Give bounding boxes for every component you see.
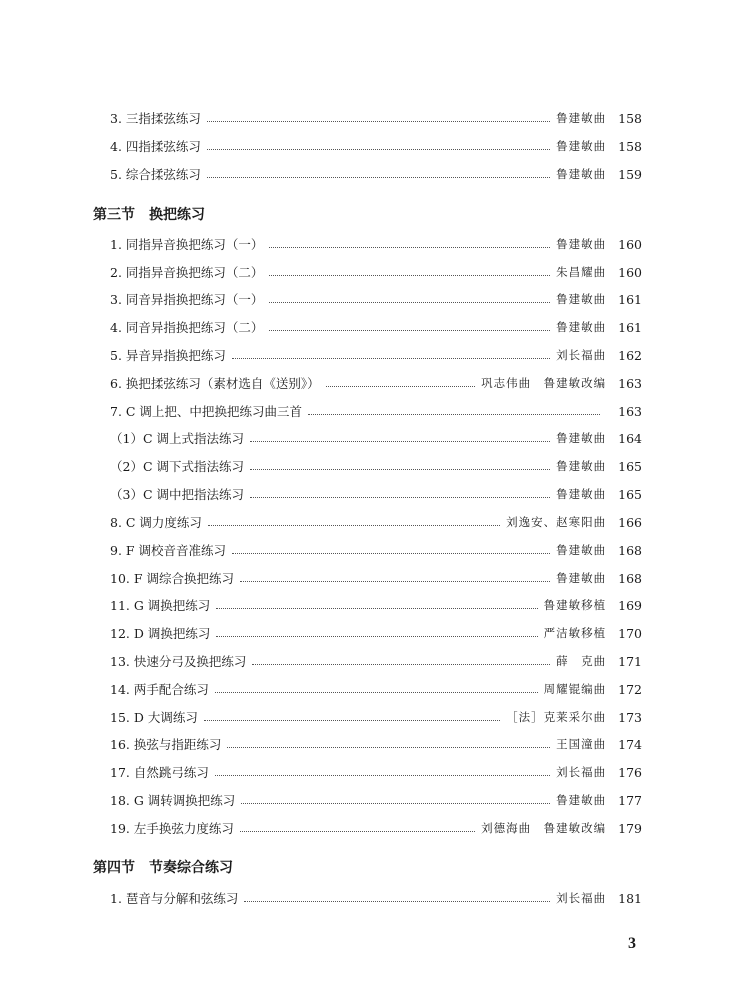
entry-title: 5. 异音异指换把练习 bbox=[110, 348, 226, 363]
entry-author: 鲁建敏曲 bbox=[556, 487, 607, 501]
entry-page: 164 bbox=[618, 430, 642, 446]
entry-title: 10. F 调综合换把练习 bbox=[110, 571, 234, 586]
entry-page: 181 bbox=[618, 890, 642, 906]
toc-entry[interactable] bbox=[110, 484, 642, 504]
entry-page: 171 bbox=[618, 653, 642, 669]
toc-entry[interactable] bbox=[110, 289, 642, 309]
entry-page: 158 bbox=[618, 138, 642, 154]
entry-page: 158 bbox=[618, 110, 642, 126]
entry-page: 169 bbox=[618, 597, 642, 613]
section-heading: 第三节 换把练习 bbox=[93, 207, 205, 223]
toc-entry[interactable] bbox=[110, 234, 642, 254]
toc-entry[interactable] bbox=[110, 401, 642, 421]
page-number: 3 bbox=[628, 935, 636, 952]
entry-title: 12. D 调换把练习 bbox=[110, 626, 211, 641]
entry-title: 1. 琶音与分解和弦练习 bbox=[110, 891, 239, 906]
entry-author: 鲁建敏曲 bbox=[556, 237, 607, 251]
entry-title: 9. F 调校音音准练习 bbox=[110, 543, 227, 558]
toc-entry[interactable] bbox=[110, 888, 642, 908]
entry-title: 3. 三指揉弦练习 bbox=[110, 111, 201, 126]
entry-title: 11. G 调换把练习 bbox=[110, 598, 211, 613]
entry-page: 174 bbox=[618, 736, 642, 752]
entry-page: 166 bbox=[618, 514, 642, 530]
dot-leader bbox=[269, 246, 550, 248]
dot-leader bbox=[250, 496, 550, 498]
entry-page: 177 bbox=[618, 792, 642, 808]
dot-leader bbox=[207, 176, 550, 178]
entry-title: 5. 综合揉弦练习 bbox=[110, 167, 201, 182]
entry-author: 薛 克曲 bbox=[556, 654, 607, 668]
entry-title: 18. G 调转调换把练习 bbox=[110, 793, 236, 808]
entry-page: 172 bbox=[618, 681, 642, 697]
dot-leader bbox=[207, 120, 550, 122]
entry-title: 8. C 调力度练习 bbox=[110, 515, 202, 530]
entry-author: 鲁建敏曲 bbox=[556, 139, 607, 153]
entry-page: 160 bbox=[618, 264, 642, 280]
dot-leader bbox=[208, 524, 500, 526]
entry-page: 161 bbox=[618, 319, 642, 335]
entry-page: 173 bbox=[618, 709, 642, 725]
entry-author: 鲁建敏曲 bbox=[556, 292, 607, 306]
entry-page: 162 bbox=[618, 347, 642, 363]
dot-leader bbox=[241, 802, 550, 804]
entry-page: 168 bbox=[618, 570, 642, 586]
toc-entry[interactable] bbox=[110, 345, 642, 365]
section-heading: 第四节 节奏综合练习 bbox=[93, 860, 233, 876]
toc-entry[interactable] bbox=[110, 456, 642, 476]
entry-title: 4. 同音异指换把练习（二） bbox=[110, 320, 264, 335]
entry-author: 刘逸安、赵寒阳曲 bbox=[506, 515, 607, 529]
entry-page: 170 bbox=[618, 625, 642, 641]
dot-leader bbox=[250, 440, 550, 442]
toc-entry[interactable] bbox=[110, 317, 642, 337]
entry-page: 165 bbox=[618, 458, 642, 474]
dot-leader bbox=[308, 413, 600, 415]
dot-leader bbox=[232, 357, 550, 359]
toc-entry[interactable] bbox=[110, 108, 642, 128]
entry-title: 4. 四指揉弦练习 bbox=[110, 139, 201, 154]
dot-leader bbox=[204, 719, 500, 721]
entry-author: 鲁建敏曲 bbox=[556, 167, 607, 181]
dot-leader bbox=[269, 301, 550, 303]
entry-author: 周耀锟编曲 bbox=[543, 682, 607, 696]
entry-page: 163 bbox=[618, 403, 642, 419]
entry-author: 巩志伟曲 鲁建敏改编 bbox=[481, 376, 607, 390]
dot-leader bbox=[269, 274, 550, 276]
entry-author: 刘长福曲 bbox=[556, 765, 607, 779]
entry-author: 刘德海曲 鲁建敏改编 bbox=[481, 821, 607, 835]
entry-author: 刘长福曲 bbox=[556, 348, 607, 362]
entry-author: ［法］克莱采尔曲 bbox=[506, 710, 607, 724]
entry-title: 6. 换把揉弦练习（素材选自《送别》） bbox=[110, 376, 320, 391]
toc-entry[interactable] bbox=[110, 818, 642, 838]
toc-entry[interactable] bbox=[110, 568, 642, 588]
entry-author: 王国潼曲 bbox=[556, 737, 607, 751]
dot-leader bbox=[326, 385, 475, 387]
toc-entry[interactable] bbox=[110, 136, 642, 156]
entry-page: 161 bbox=[618, 291, 642, 307]
entry-title: 2. 同指异音换把练习（二） bbox=[110, 265, 264, 280]
toc-entry[interactable] bbox=[110, 734, 642, 754]
entry-author: 刘长福曲 bbox=[556, 891, 607, 905]
dot-leader bbox=[207, 148, 550, 150]
toc-entry[interactable] bbox=[110, 540, 642, 560]
dot-leader bbox=[215, 774, 550, 776]
dot-leader bbox=[215, 691, 538, 693]
entry-author: 鲁建敏曲 bbox=[556, 793, 607, 807]
entry-page: 176 bbox=[618, 764, 642, 780]
entry-title: 16. 换弦与指距练习 bbox=[110, 737, 222, 752]
toc-entry[interactable] bbox=[110, 651, 642, 671]
entry-title: 15. D 大调练习 bbox=[110, 710, 198, 725]
toc-entry[interactable] bbox=[110, 762, 642, 782]
toc-entry[interactable] bbox=[110, 262, 642, 282]
entry-author: 严洁敏移植 bbox=[543, 626, 607, 640]
entry-title: （3）C 调中把指法练习 bbox=[110, 487, 244, 502]
entry-title: 3. 同音异指换把练习（一） bbox=[110, 292, 264, 307]
dot-leader bbox=[240, 830, 475, 832]
entry-author: 鲁建敏曲 bbox=[556, 571, 607, 585]
entry-title: 14. 两手配合练习 bbox=[110, 682, 209, 697]
entry-author: 鲁建敏曲 bbox=[556, 543, 607, 557]
entry-author: 鲁建敏曲 bbox=[556, 431, 607, 445]
entry-title: （2）C 调下式指法练习 bbox=[110, 459, 244, 474]
entry-page: 168 bbox=[618, 542, 642, 558]
entry-page: 179 bbox=[618, 820, 642, 836]
toc-entry[interactable] bbox=[110, 164, 642, 184]
entry-title: （1）C 调上式指法练习 bbox=[110, 431, 244, 446]
entry-page: 160 bbox=[618, 236, 642, 252]
entry-page: 159 bbox=[618, 166, 642, 182]
toc-entry[interactable] bbox=[110, 679, 642, 699]
toc-entry[interactable] bbox=[110, 428, 642, 448]
toc-entry[interactable] bbox=[110, 595, 642, 615]
toc-entry[interactable] bbox=[110, 790, 642, 810]
dot-leader bbox=[240, 580, 550, 582]
entry-author: 朱昌耀曲 bbox=[556, 265, 607, 279]
dot-leader bbox=[227, 746, 550, 748]
entry-page: 165 bbox=[618, 486, 642, 502]
entry-title: 17. 自然跳弓练习 bbox=[110, 765, 209, 780]
dot-leader bbox=[269, 329, 550, 331]
toc-entry[interactable] bbox=[110, 707, 642, 727]
dot-leader bbox=[252, 663, 550, 665]
entry-author: 鲁建敏移植 bbox=[543, 598, 607, 612]
entry-title: 7. C 调上把、中把换把练习曲三首 bbox=[110, 404, 302, 419]
entry-author: 鲁建敏曲 bbox=[556, 111, 607, 125]
entry-title: 1. 同指异音换把练习（一） bbox=[110, 237, 264, 252]
dot-leader bbox=[250, 468, 550, 470]
entry-title: 13. 快速分弓及换把练习 bbox=[110, 654, 247, 669]
entry-page: 163 bbox=[618, 375, 642, 391]
toc-entry[interactable] bbox=[110, 512, 642, 532]
toc-entry[interactable] bbox=[110, 623, 642, 643]
dot-leader bbox=[244, 900, 550, 902]
dot-leader bbox=[216, 607, 537, 609]
entry-author: 鲁建敏曲 bbox=[556, 459, 607, 473]
dot-leader bbox=[232, 552, 550, 554]
dot-leader bbox=[216, 635, 537, 637]
entry-title: 19. 左手换弦力度练习 bbox=[110, 821, 234, 836]
entry-author: 鲁建敏曲 bbox=[556, 320, 607, 334]
toc-entry[interactable] bbox=[110, 373, 642, 393]
